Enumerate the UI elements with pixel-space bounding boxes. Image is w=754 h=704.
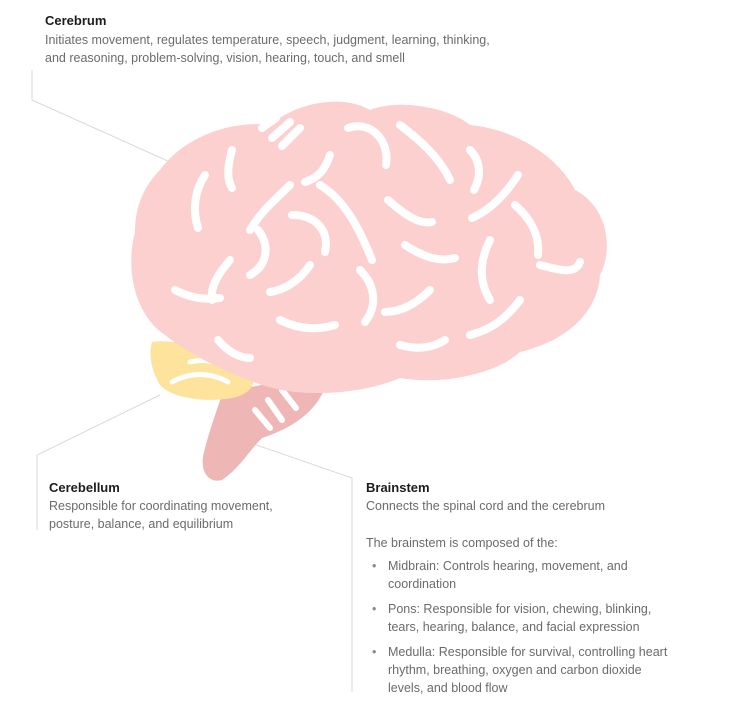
pons-line-1: Pons: Responsible for vision, chewing, blinking, [388, 602, 652, 616]
bullet-icon: • [372, 559, 377, 573]
cerebrum-description-line-2: and reasoning, problem-solving, vision, hearing, touch, and smell [45, 51, 405, 65]
midbrain-line-2: coordination [388, 577, 457, 591]
bullet-icon: • [372, 645, 377, 659]
cerebellum-description-line-2: posture, balance, and equilibrium [49, 517, 234, 531]
medulla-line-2: rhythm, breathing, oxygen and carbon dioxide [388, 663, 642, 677]
cerebrum-description-line-1: Initiates movement, regulates temperature, speech, judgment, learning, thinking, [45, 33, 490, 47]
medulla-line-3: levels, and blood flow [388, 681, 508, 695]
brainstem-part-medulla [366, 643, 696, 697]
brainstem-parts-list [366, 557, 696, 704]
cerebellum-description-line-1: Responsible for coordinating movement, [49, 499, 273, 513]
bullet-icon: • [372, 602, 377, 616]
cerebellum-title: Cerebellum [49, 480, 120, 495]
brainstem-leader-line [242, 440, 352, 692]
brainstem-part-pons [366, 600, 696, 636]
medulla-line-1: Medulla: Responsible for survival, controlling heart [388, 645, 668, 659]
brainstem-description: Connects the spinal cord and the cerebrum [366, 499, 606, 513]
brainstem-intro: The brainstem is composed of the: [366, 536, 558, 550]
midbrain-line-1: Midbrain: Controls hearing, movement, and [388, 559, 628, 573]
pons-line-2: tears, hearing, balance, and facial expression [388, 620, 640, 634]
cerebrum-title: Cerebrum [45, 13, 107, 28]
brainstem-title: Brainstem [366, 480, 430, 495]
brainstem-part-midbrain [366, 557, 696, 593]
